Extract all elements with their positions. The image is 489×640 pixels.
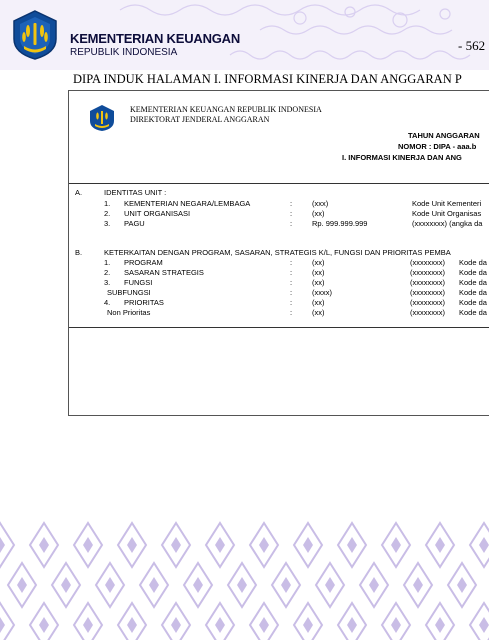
- batik-diamond-core: [193, 577, 203, 593]
- batik-diamond-core: [127, 537, 137, 553]
- b-row-value: (xxxx): [312, 288, 332, 297]
- batik-diamond-core: [105, 577, 115, 593]
- batik-diamond-core: [347, 537, 357, 553]
- section-a-title: IDENTITAS UNIT :: [104, 188, 167, 197]
- a-row-colon: :: [290, 199, 293, 208]
- b-row-desc: Kode da: [459, 268, 487, 277]
- b-row-value: (xx): [312, 278, 325, 287]
- section-b-title: KETERKAITAN DENGAN PROGRAM, SASARAN, STRATEGIS K/L, FUNGSI DAN PRIORITAS PEMBA: [104, 248, 451, 257]
- b-row-label: PROGRAM: [124, 258, 163, 267]
- batik-diamond-core: [303, 537, 313, 553]
- a-row-label: UNIT ORGANISASI: [124, 209, 191, 218]
- b-row-code: (xxxxxxxx): [410, 268, 445, 277]
- batik-diamond-core: [83, 617, 93, 633]
- a-row-desc: Kode Unit Organisas: [412, 209, 482, 218]
- batik-diamond-core: [149, 577, 159, 593]
- b-row-value: (xx): [312, 258, 325, 267]
- batik-diamond-core: [215, 617, 225, 633]
- b-row-colon: :: [290, 288, 293, 297]
- b-row-code: (xxxxxxxx): [410, 258, 445, 267]
- page-title: DIPA INDUK HALAMAN I. INFORMASI KINERJA DAN ANGGARAN P: [73, 72, 462, 86]
- batik-diamond-core: [347, 617, 357, 633]
- batik-diamond-core: [413, 577, 423, 593]
- section-b-letter: B.: [75, 248, 83, 257]
- b-row-code: (xxxxxxxx): [410, 298, 445, 307]
- b-row-value: (xx): [312, 268, 325, 277]
- batik-diamond-core: [479, 617, 489, 633]
- batik-diamond-core: [369, 577, 379, 593]
- section-a-letter: A.: [75, 188, 83, 197]
- batik-diamond-core: [83, 537, 93, 553]
- batik-diamond-core: [39, 617, 49, 633]
- batik-diamond-core: [17, 577, 27, 593]
- kemenkeu-logo: [10, 9, 60, 61]
- b-row-label: Non Prioritas: [107, 308, 151, 317]
- batik-diamond-core: [0, 537, 5, 553]
- b-row-no: 2.: [104, 268, 111, 277]
- batik-diamond-core: [171, 537, 181, 553]
- b-row-colon: :: [290, 308, 293, 317]
- b-row-colon: :: [290, 268, 293, 277]
- b-row-desc: Kode da: [459, 288, 487, 297]
- b-row-no: 1.: [104, 258, 111, 267]
- ministry-name: KEMENTERIAN KEUANGAN: [70, 31, 241, 46]
- b-row-colon: :: [290, 258, 293, 267]
- footer-band: [0, 505, 489, 640]
- org-line-1: KEMENTERIAN KEUANGAN REPUBLIK INDONESIA: [130, 105, 322, 114]
- a-row-value: (xx): [312, 209, 325, 218]
- tahun-anggaran: TAHUN ANGGARAN: [408, 131, 480, 140]
- b-row-desc: Kode da: [459, 258, 487, 267]
- a-row-desc: (xxxxxxxx) (angka da: [412, 219, 483, 228]
- b-row-label: SASARAN STRATEGIS: [124, 268, 204, 277]
- batik-diamond-core: [435, 617, 445, 633]
- batik-diamond-core: [281, 577, 291, 593]
- republic-name: REPUBLIK INDONESIA: [70, 47, 178, 58]
- a-row-value: Rp. 999.999.999: [312, 219, 368, 228]
- batik-diamond-core: [303, 617, 313, 633]
- batik-diamond-core: [171, 617, 181, 633]
- a-row-desc: Kode Unit Kementeri: [412, 199, 482, 208]
- kemenkeu-small-logo: [88, 104, 116, 132]
- org-line-2: DIREKTORAT JENDERAL ANGGARAN: [130, 115, 270, 124]
- page-number: - 562: [458, 38, 486, 53]
- batik-diamond-core: [259, 617, 269, 633]
- b-row-label: FUNGSI: [124, 278, 153, 287]
- a-row-no: 3.: [104, 219, 111, 228]
- batik-diamond-core: [61, 577, 71, 593]
- batik-diamond-core: [259, 537, 269, 553]
- b-row-no: 4.: [104, 298, 111, 307]
- a-row-label: PAGU: [124, 219, 145, 228]
- batik-diamond-core: [237, 577, 247, 593]
- batik-diamond-core: [127, 617, 137, 633]
- batik-diamond-core: [391, 537, 401, 553]
- b-row-no: 3.: [104, 278, 111, 287]
- b-row-desc: Kode da: [459, 298, 487, 307]
- b-row-code: (xxxxxxxx): [410, 308, 445, 317]
- batik-diamond-core: [215, 537, 225, 553]
- batik-diamond-core: [479, 537, 489, 553]
- batik-diamond-core: [39, 537, 49, 553]
- batik-diamond-core: [325, 577, 335, 593]
- batik-diamond-core: [391, 617, 401, 633]
- b-row-desc: Kode da: [459, 278, 487, 287]
- b-row-code: (xxxxxxxx): [410, 288, 445, 297]
- b-row-colon: :: [290, 298, 293, 307]
- a-row-value: (xxx): [312, 199, 329, 208]
- a-row-colon: :: [290, 209, 293, 218]
- divider: [69, 327, 489, 328]
- batik-pattern-bottom: [0, 505, 489, 640]
- divider: [69, 183, 489, 184]
- batik-diamond-core: [0, 617, 5, 633]
- b-row-desc: Kode da: [459, 308, 487, 317]
- a-row-no: 2.: [104, 209, 111, 218]
- b-row-label: PRIORITAS: [124, 298, 164, 307]
- b-row-value: (xx): [312, 298, 325, 307]
- informasi-title: I. INFORMASI KINERJA DAN ANG: [342, 153, 462, 162]
- a-row-label: KEMENTERIAN NEGARA/LEMBAGA: [124, 199, 251, 208]
- batik-diamond-core: [435, 537, 445, 553]
- b-row-code: (xxxxxxxx): [410, 278, 445, 287]
- a-row-no: 1.: [104, 199, 111, 208]
- nomor-dipa: NOMOR : DIPA - aaa.b: [398, 142, 477, 151]
- a-row-colon: :: [290, 219, 293, 228]
- b-row-label: SUBFUNGSI: [107, 288, 151, 297]
- batik-diamond-core: [457, 577, 467, 593]
- b-row-colon: :: [290, 278, 293, 287]
- b-row-value: (xx): [312, 308, 325, 317]
